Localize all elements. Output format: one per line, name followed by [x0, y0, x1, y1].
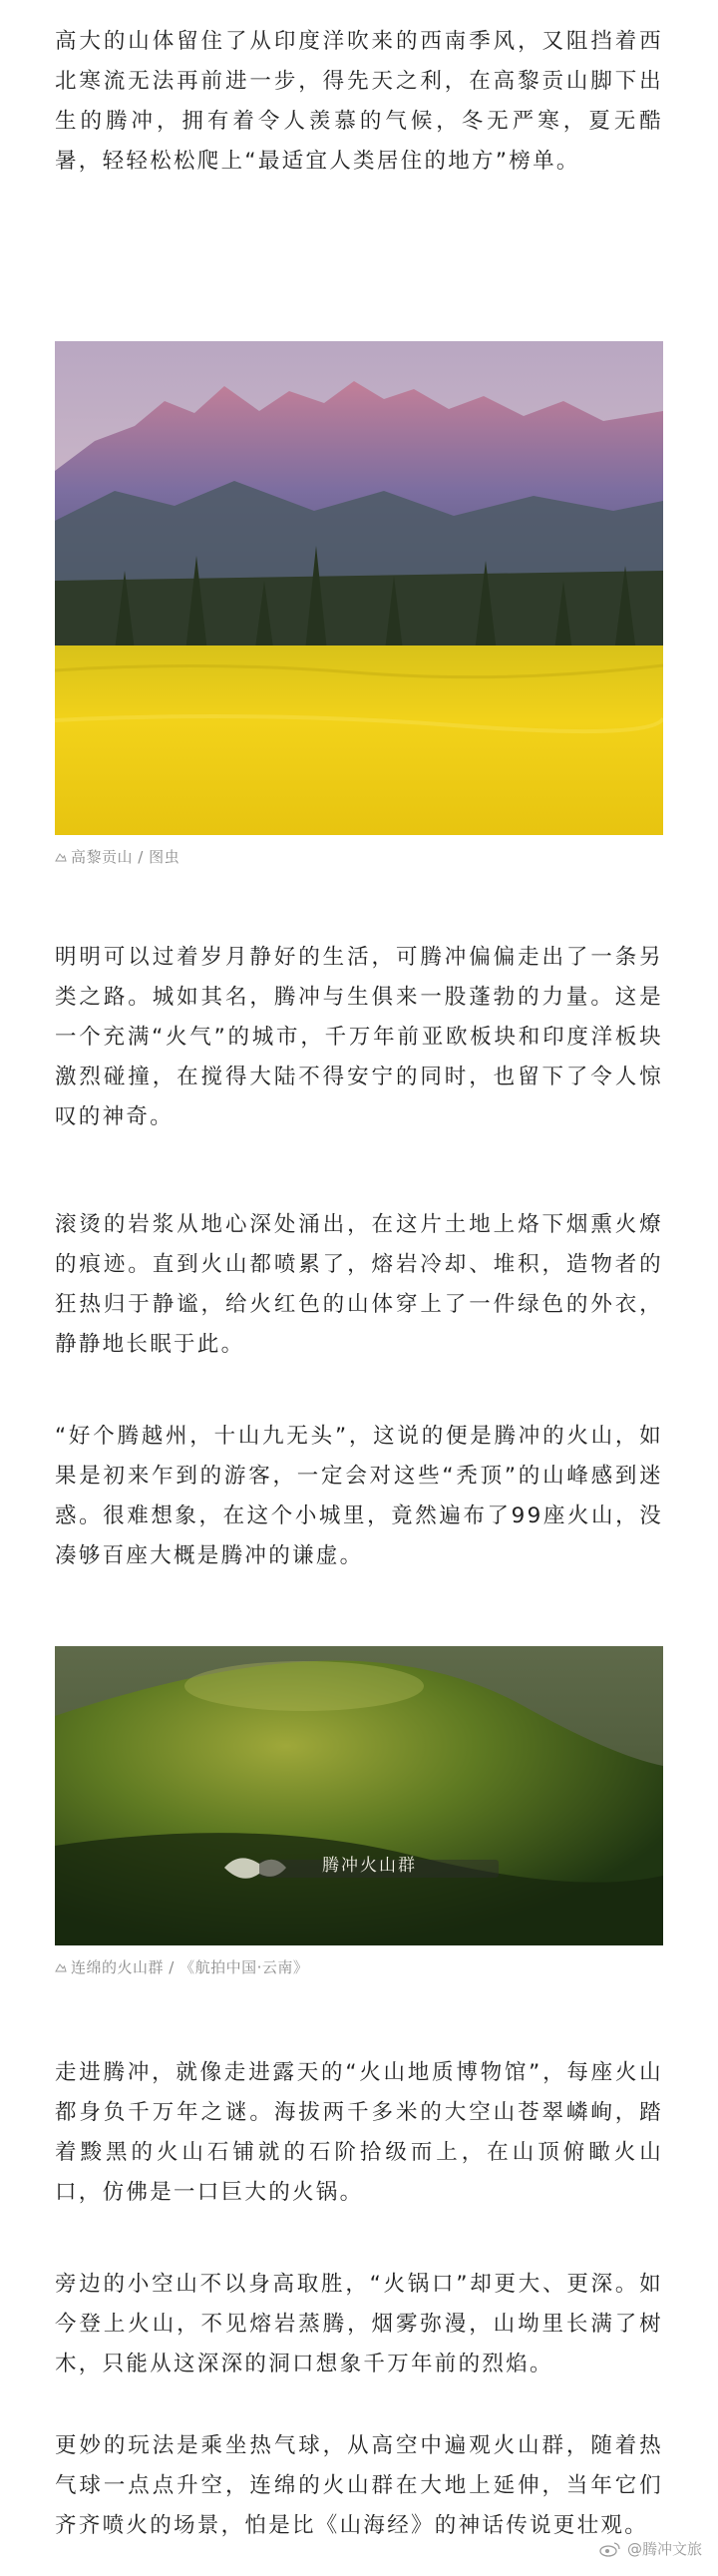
photo-gaoligong-mountain[interactable]	[55, 341, 663, 835]
caption-volcano	[55, 1956, 308, 1977]
caption-text: 高黎贡山 / 图虫	[71, 848, 180, 866]
paragraph-climate: 高大的山体留住了从印度洋吹来的西南季风，又阻挡着西北寒流无法再前进一步，得先天之利，在高黎贡山脚下出生的腾冲，拥有着令人羡慕的气候，冬无严寒，夏无酷暑，轻轻松松爬上“最适宜人类居住的地方”榜单。	[55, 29, 663, 174]
paragraph-magma: 滚烫的岩浆从地心深处涌出，在这片土地上烙下烟熏火燎的痕迹。直到火山都喷累了，熔岩冷却、堆积，造物者的狂热归于静谧，给火红色的山体穿上了一件绿色的外衣，静静地长眠于此。	[55, 1212, 663, 1357]
photo-volcano-group[interactable]	[55, 1646, 663, 1945]
paragraph-bald-peaks: “好个腾越州，十山九无头”，这说的便是腾冲的火山，如果是初来乍到的游客，一定会对这些“秃顶”的山峰感到迷惑。很难想象，在这个小城里，竟然遍布了99座火山，没凑够百座大概是腾冲的谦虚。	[55, 1424, 663, 1568]
paragraph-different-path: 明明可以过着岁月静好的生活，可腾冲偏偏走出了一条另类之路。城如其名，腾冲与生俱来一股蓬勃的力量。这是一个充满“火气”的城市，千万年前亚欧板块和印度洋板块激烈碰撞，在搅得大陆不得安宁的同时，也留下了令人惊叹的神奇。	[55, 945, 663, 1129]
mountain-icon	[55, 851, 67, 863]
photo-overlay-title: 腾冲火山群	[322, 1856, 417, 1876]
volcano-aerial-view	[55, 1646, 663, 1945]
paragraph-museum: 走进腾冲，就像走进露天的“火山地质博物馆”，每座火山都身负千万年之谜。海拔两千多米的大空山苍翠嶙峋，踏着黢黑的火山石铺就的石阶拾级而上，在山顶俯瞰火山口，仿佛是一口巨大的火锅。	[55, 2060, 663, 2205]
paragraph-balloon: 更妙的玩法是乘坐热气球，从高空中遍观火山群，随着热气球一点点升空，连绵的火山群在大地上延伸，当年它们齐齐喷火的场景，怕是比《山海经》的神话传说更壮观。	[55, 2433, 663, 2538]
caption-text: 连绵的火山群 / 《航拍中国·云南》	[71, 1958, 309, 1976]
paragraph-xiaokong: 旁边的小空山不以身高取胜，“火锅口”却更大、更深。如今登上火山，不见熔岩蒸腾，烟雾弥漫，山坳里长满了树木，只能从这深深的洞口想象千万年前的烈焰。	[55, 2272, 663, 2376]
rapeseed-field-landscape	[55, 341, 663, 835]
mountain-icon	[55, 1961, 67, 1973]
caption-gaoligong	[55, 846, 180, 867]
weibo-watermark	[598, 2538, 702, 2559]
watermark-text: @腾冲文旅	[626, 2540, 702, 2558]
weibo-logo-icon	[598, 2541, 622, 2557]
